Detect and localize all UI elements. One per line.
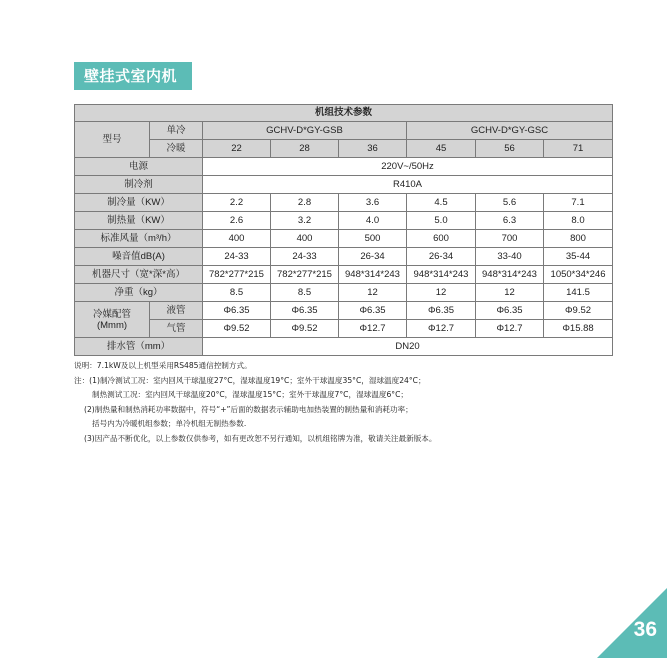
gas-pipe-value: Φ12.7 (339, 320, 407, 338)
row-value: 12 (339, 284, 407, 302)
table-row (75, 284, 613, 302)
row-value: 12 (407, 284, 476, 302)
row-label: 制热量（KW） (75, 212, 203, 230)
note-line: 注：(1)制冷测试工况：室内回风干球温度27°C，湿球温度19°C；室外干球温度35°C，湿球温度24°C； (74, 375, 426, 385)
row-value: 26-34 (407, 248, 476, 266)
row-value: 400 (203, 230, 271, 248)
model-label: 型号 (75, 122, 150, 158)
liquid-pipe-value: Φ9.52 (544, 302, 613, 320)
liquid-pipe-value: Φ6.35 (339, 302, 407, 320)
row-value: 4.0 (339, 212, 407, 230)
liquid-pipe-value: Φ6.35 (476, 302, 544, 320)
row-value: 600 (407, 230, 476, 248)
piping-label-line2: (Mmm) (96, 319, 128, 331)
row-value: 24-33 (203, 248, 271, 266)
model-group-gsc: GCHV-D*GY-GSC (407, 122, 613, 140)
row-value: 1050*34*246 (544, 266, 613, 284)
row-value: 8.5 (203, 284, 271, 302)
row-value: 35-44 (544, 248, 613, 266)
row-value: 33-40 (476, 248, 544, 266)
gas-pipe-label: 气管 (150, 320, 203, 338)
gas-pipe-value: Φ12.7 (476, 320, 544, 338)
row-value: 24-33 (271, 248, 339, 266)
row-value: 700 (476, 230, 544, 248)
model-group-gsb: GCHV-D*GY-GSB (203, 122, 407, 140)
liquid-pipe-value: Φ6.35 (271, 302, 339, 320)
row-value: 500 (339, 230, 407, 248)
row-value: 6.3 (476, 212, 544, 230)
row-value: 26-34 (339, 248, 407, 266)
model-cell: 22 (203, 140, 271, 158)
row-value: 3.2 (271, 212, 339, 230)
row-value: 2.2 (203, 194, 271, 212)
row-value: 782*277*215 (203, 266, 271, 284)
section-title: 壁挂式室内机 (74, 62, 192, 90)
notes (74, 359, 614, 446)
drain-value: DN20 (203, 338, 613, 356)
row-value: 7.1 (544, 194, 613, 212)
row-value: 3.6 (339, 194, 407, 212)
liquid-pipe-value: Φ6.35 (203, 302, 271, 320)
note-line: 说明：7.1kW及以上机型采用RS485通信控制方式。 (74, 361, 252, 370)
row-value: 5.6 (476, 194, 544, 212)
note-line: (2)制热量和制热消耗功率数据中，符号“+”后面的数据表示辅助电加热装置的制热量和消耗功率； (84, 404, 413, 414)
table-title: 机组技术参数 (75, 105, 613, 122)
liquid-pipe-value: Φ6.35 (407, 302, 476, 320)
model-cell: 28 (271, 140, 339, 158)
row-label: 标准风量（m³/h） (75, 230, 203, 248)
cool-only-label: 单冷 (150, 122, 203, 140)
table-row (75, 248, 613, 266)
refrigerant-label: 制冷剂 (75, 176, 203, 194)
heat-pump-label: 冷暖 (150, 140, 203, 158)
row-label: 机器尺寸（宽*深*高） (75, 266, 203, 284)
model-cell: 45 (407, 140, 476, 158)
row-value: 948*314*243 (339, 266, 407, 284)
gas-pipe-value: Φ12.7 (407, 320, 476, 338)
model-cell: 56 (476, 140, 544, 158)
model-cell: 71 (544, 140, 613, 158)
liquid-pipe-label: 液管 (150, 302, 203, 320)
model-cell: 36 (339, 140, 407, 158)
piping-label-line1: 冷媒配管 (92, 308, 131, 320)
row-value: 948*314*243 (476, 266, 544, 284)
row-value: 8.0 (544, 212, 613, 230)
row-label: 制冷量（KW） (75, 194, 203, 212)
row-value: 782*277*215 (271, 266, 339, 284)
table-row (75, 230, 613, 248)
piping-label (75, 302, 150, 338)
table-row (75, 194, 613, 212)
row-value: 2.6 (203, 212, 271, 230)
gas-pipe-value: Φ15.88 (544, 320, 613, 338)
gas-pipe-value: Φ9.52 (271, 320, 339, 338)
row-label: 净重（kg） (75, 284, 203, 302)
page-number: 36 (633, 618, 657, 641)
power-value: 220V~/50Hz (203, 158, 613, 176)
note-line: 制热测试工况：室内回风干球温度20°C，湿球温度15°C；室外干球温度7°C，湿球温度6°C； (92, 390, 408, 399)
row-value: 800 (544, 230, 613, 248)
spec-table (74, 104, 613, 356)
row-value: 12 (476, 284, 544, 302)
row-label: 噪音值dB(A) (75, 248, 203, 266)
row-value: 4.5 (407, 194, 476, 212)
drain-label: 排水管（mm） (75, 338, 203, 356)
note-line: (3)因产品不断优化，以上参数仅供参考，如有更改恕不另行通知，以机组铭牌为准，敬请关注最新版本。 (84, 433, 437, 443)
row-value: 8.5 (271, 284, 339, 302)
note-line: 括号内为冷暖机组参数；单冷机组无制热参数. (92, 419, 247, 428)
gas-pipe-value: Φ9.52 (203, 320, 271, 338)
refrigerant-value: R410A (203, 176, 613, 194)
row-value: 948*314*243 (407, 266, 476, 284)
row-value: 400 (271, 230, 339, 248)
table-row (75, 212, 613, 230)
row-value: 141.5 (544, 284, 613, 302)
power-label: 电源 (75, 158, 203, 176)
row-value: 2.8 (271, 194, 339, 212)
spec-rows (75, 194, 613, 302)
table-row (75, 266, 613, 284)
row-value: 5.0 (407, 212, 476, 230)
